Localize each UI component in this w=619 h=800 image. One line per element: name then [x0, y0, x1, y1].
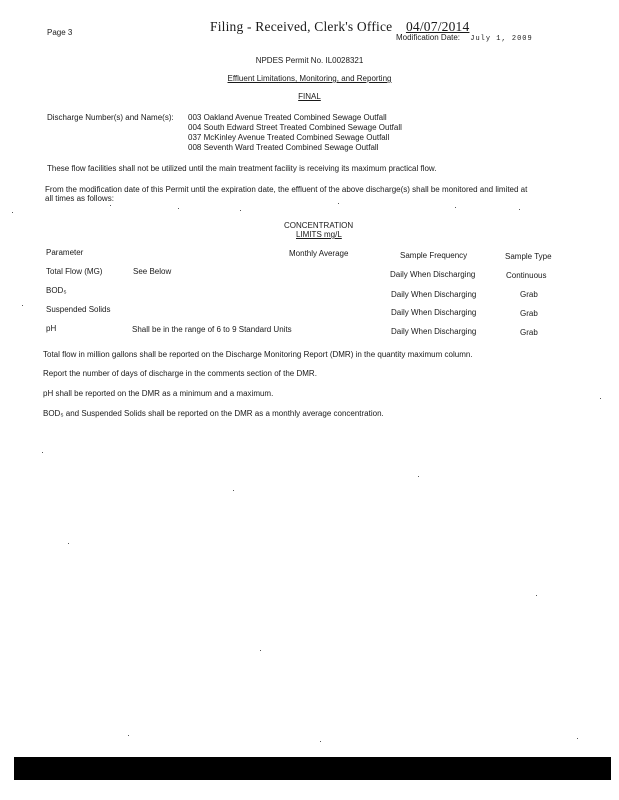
row-sample-type: Grab — [520, 309, 538, 318]
scan-speck — [418, 476, 419, 477]
column-header-parameter: Parameter — [46, 248, 84, 257]
row-frequency: Daily When Discharging — [391, 327, 477, 336]
scan-speck — [536, 595, 537, 596]
concentration-heading: CONCENTRATION — [284, 221, 354, 230]
modification-date-line — [396, 33, 533, 43]
discharge-item: 004 South Edward Street Treated Combined Sewage Outfall — [188, 123, 402, 132]
discharge-item: 037 McKinley Avenue Treated Combined Sewage Outfall — [188, 133, 390, 142]
scan-speck — [260, 650, 261, 651]
page-number: Page 3 — [47, 28, 73, 37]
row-parameter: Total Flow (MG) — [46, 267, 103, 276]
row-note: See Below — [133, 267, 172, 276]
scan-speck — [600, 398, 601, 399]
scan-bottom-edge — [14, 757, 611, 780]
row-parameter: Suspended Solids — [46, 305, 111, 314]
column-header-sample-frequency: Sample Frequency — [400, 251, 468, 260]
row-frequency: Daily When Discharging — [390, 270, 476, 279]
row-note: Shall be in the range of 6 to 9 Standard Units — [132, 325, 292, 334]
row-parameter: BOD₅ — [46, 286, 67, 295]
reporting-note: Total flow in million gallons shall be reported on the Discharge Monitoring Report (DMR) in the quantity maximum column. — [43, 350, 473, 359]
document-status: FINAL — [298, 92, 321, 101]
scan-speck — [110, 205, 111, 206]
modification-label: Modification Date: — [396, 33, 461, 42]
usage-note: These flow facilities shall not be utilized until the main treatment facility is receiving its maximum practical flow. — [47, 164, 437, 173]
scan-speck — [22, 305, 23, 306]
column-header-sample-type: Sample Type — [505, 252, 552, 261]
scan-speck — [233, 490, 234, 491]
scan-speck — [519, 209, 520, 210]
discharge-label: Discharge Number(s) and Name(s): — [47, 113, 174, 122]
row-sample-type: Continuous — [506, 271, 547, 280]
row-sample-type: Grab — [520, 328, 538, 337]
row-frequency: Daily When Discharging — [391, 290, 477, 299]
scan-speck — [178, 208, 179, 209]
reporting-note: Report the number of days of discharge in the comments section of the DMR. — [43, 369, 317, 378]
column-header-monthly-average: Monthly Average — [289, 249, 349, 258]
scan-speck — [128, 735, 129, 736]
limits-units-heading: LIMITS mg/L — [296, 230, 342, 239]
discharge-item: 008 Seventh Ward Treated Combined Sewage Outfall — [188, 143, 379, 152]
scan-speck — [68, 543, 69, 544]
modification-date: July 1, 2009 — [470, 35, 533, 43]
row-frequency: Daily When Discharging — [391, 308, 477, 317]
reporting-note: pH shall be reported on the DMR as a minimum and a maximum. — [43, 389, 274, 398]
filing-stamp-text: Filing - Received, Clerk's Office — [210, 19, 393, 34]
scan-speck — [240, 210, 241, 211]
section-title: Effluent Limitations, Monitoring, and Reporting — [227, 74, 392, 83]
discharge-item: 003 Oakland Avenue Treated Combined Sewage Outfall — [188, 113, 387, 122]
scan-speck — [338, 203, 339, 204]
scan-speck — [42, 452, 43, 453]
scan-speck — [577, 738, 578, 739]
row-sample-type: Grab — [520, 290, 538, 299]
row-parameter: pH — [46, 324, 57, 333]
reporting-note: BOD₅ and Suspended Solids shall be reported on the DMR as a monthly average concentration. — [43, 409, 384, 418]
scan-speck — [12, 212, 13, 213]
monitoring-statement-line-2: all times as follows: — [45, 194, 114, 203]
monitoring-statement-line-1: From the modification date of this Permit until the expiration date, the effluent of the above discharge(s) shall be monitored and limited at — [45, 185, 528, 194]
permit-number: NPDES Permit No. IL0028321 — [255, 56, 364, 65]
scan-speck — [455, 207, 456, 208]
scan-speck — [320, 741, 321, 742]
filing-stamp-date: 04/07/2014 — [405, 19, 470, 34]
